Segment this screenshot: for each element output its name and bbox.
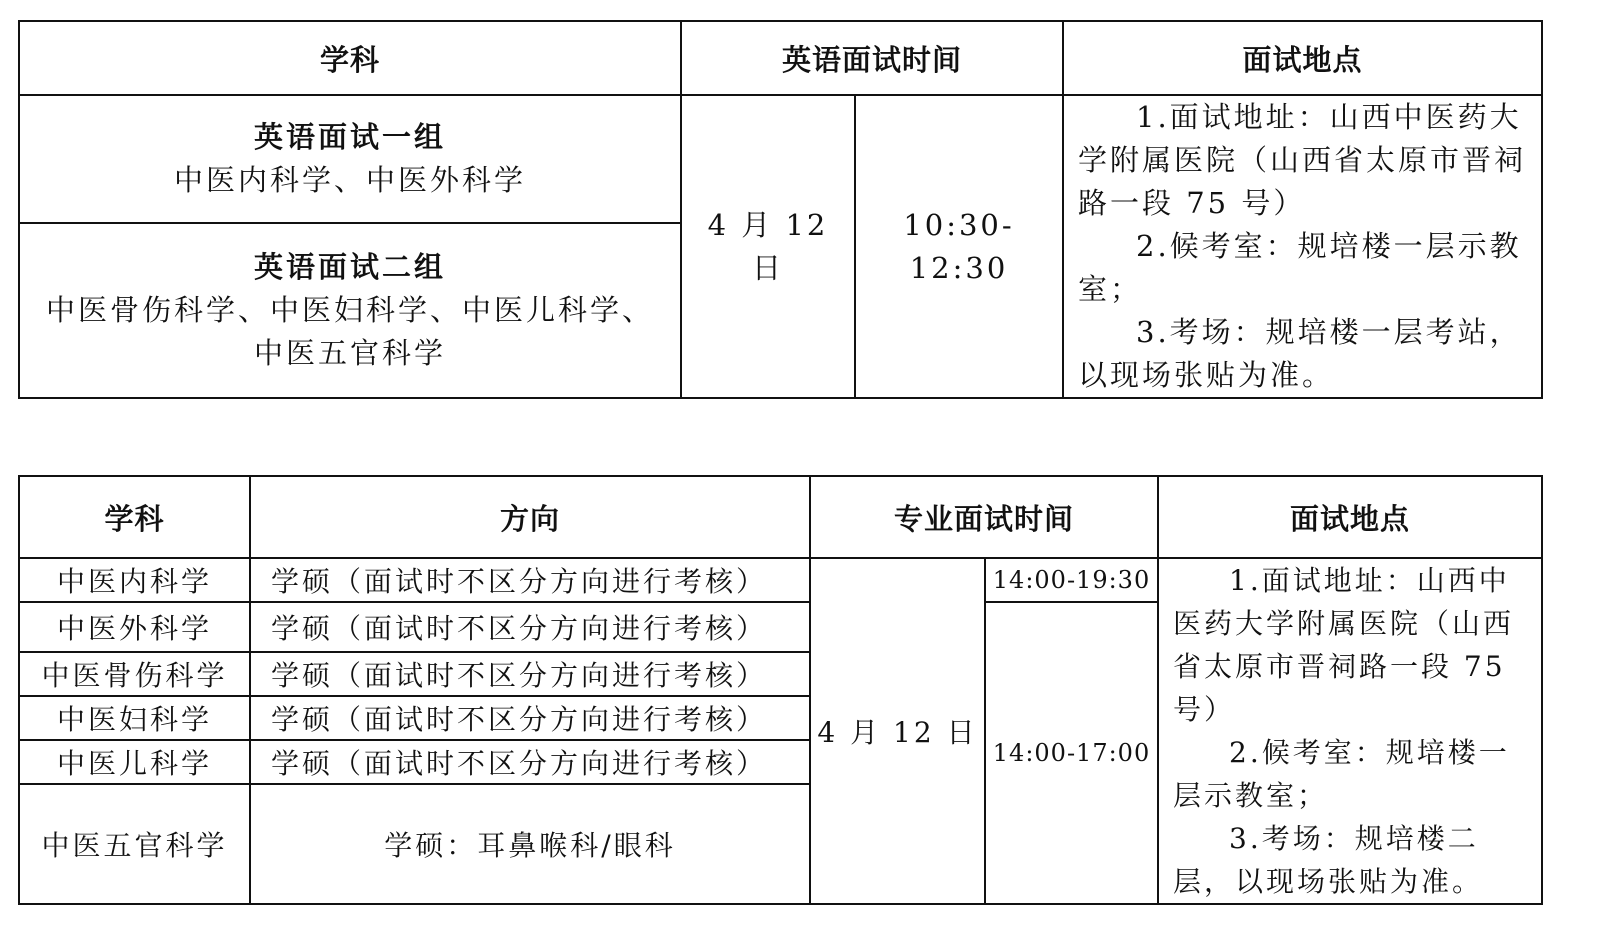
header-subject: 学科 (19, 21, 681, 95)
professional-date-cell: 4 月 12 日 (810, 558, 985, 904)
direction-cell: 学硕（面试时不区分方向进行考核） (250, 558, 810, 602)
group-two-subjects-line1: 中医骨伤科学、中医妇科学、中医儿科学、 (45, 293, 654, 328)
english-date-cell: 4 月 12 日 (681, 95, 855, 398)
location-exam-room: 3.考场：规培楼二层，以现场张贴为准。 (1173, 822, 1484, 898)
subject-cell: 中医骨伤科学 (19, 652, 250, 696)
direction-cell: 学硕：耳鼻喉科/眼科 (250, 784, 810, 904)
group-one-subjects: 中医内科学、中医外科学 (173, 163, 526, 198)
professional-interview-table (18, 475, 1543, 905)
group-two-cell (19, 223, 681, 398)
header-subject: 学科 (19, 476, 250, 558)
header-location: 面试地点 (1063, 21, 1542, 95)
subject-cell: 中医外科学 (19, 602, 250, 652)
location-exam-room: 3.考场：规培楼一层考站，以现场张贴为准。 (1078, 315, 1522, 392)
subject-cell: 中医儿科学 (19, 740, 250, 784)
location-waiting-room: 2.候考室：规培楼一层示教室； (1078, 229, 1522, 306)
english-interview-table (18, 20, 1543, 399)
subject-cell: 中医五官科学 (19, 784, 250, 904)
header-professional-time: 专业面试时间 (810, 476, 1158, 558)
location-waiting-room: 2.候考室：规培楼一层示教室； (1173, 736, 1510, 812)
subject-cell: 中医妇科学 (19, 696, 250, 740)
location-address: 1.面试地址：山西中医药大学附属医院（山西省太原市晋祠路一段 75 号） (1078, 100, 1527, 220)
location-address: 1.面试地址：山西中医药大学附属医院（山西省太原市晋祠路一段 75 号） (1173, 564, 1515, 726)
header-english-time: 英语面试时间 (681, 21, 1063, 95)
subject-cell: 中医内科学 (19, 558, 250, 602)
professional-location-cell (1158, 558, 1542, 904)
direction-cell: 学硕（面试时不区分方向进行考核） (250, 602, 810, 652)
time-slot-2: 14:00-17:00 (985, 602, 1158, 904)
group-one-title: 英语面试一组 (253, 120, 446, 155)
direction-cell: 学硕（面试时不区分方向进行考核） (250, 740, 810, 784)
time-slot-1: 14:00-19:30 (985, 558, 1158, 602)
header-direction: 方向 (250, 476, 810, 558)
group-two-title: 英语面试二组 (253, 250, 446, 285)
english-time-cell: 10:30-12:30 (855, 95, 1063, 398)
header-location: 面试地点 (1158, 476, 1542, 558)
direction-cell: 学硕（面试时不区分方向进行考核） (250, 652, 810, 696)
english-location-cell (1063, 95, 1542, 398)
direction-cell: 学硕（面试时不区分方向进行考核） (250, 696, 810, 740)
group-two-subjects-line2: 中医五官科学 (253, 336, 446, 371)
group-one-cell (19, 95, 681, 223)
